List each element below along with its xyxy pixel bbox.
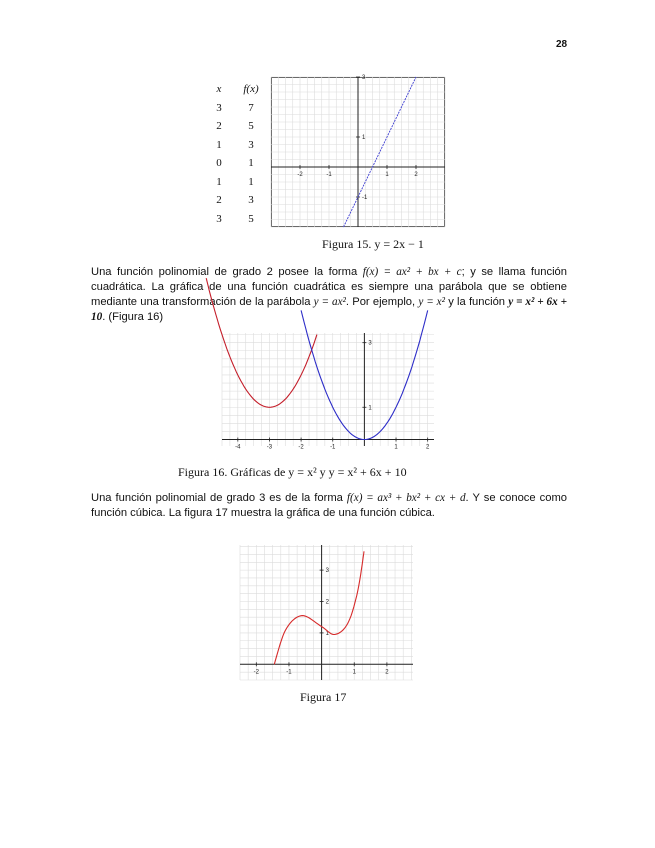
table-row: 2 3 (216, 194, 254, 207)
x-tick-label: -2 (298, 444, 304, 451)
x-tick-label: 1 (352, 669, 356, 676)
paragraph-quadratic: Una función polinomial de grado 2 posee la forma f(x) = ax² + bx + c; y se llama función cuadrática. La gráfica de una función cuadrática es siempre una parábola que se obtiene mediante una transformación de la parábola y = ax². Por ejemplo, y = x² y la función y = x² + 6x + 10. (Figura 16) (91, 266, 567, 323)
y-tick-label: 3 (362, 75, 366, 81)
figure-16-caption: Figura 16. Gráficas de y = x² y y = x² + 6x + 10 (178, 465, 407, 479)
x-tick-label: 1 (394, 444, 398, 451)
x-tick-label: -2 (253, 669, 259, 676)
table-header: x (216, 83, 222, 96)
paragraph-cubic: Una función polinomial de grado 3 es de la forma f(x) = ax³ + bx² + cx + d. Y se conoce como función cúbica. La figura 17 muestra la gráfica de una función cúbica. (91, 492, 567, 519)
y-tick-label: 1 (368, 405, 372, 412)
x-tick-label: -1 (330, 444, 336, 451)
figure-15-caption: Figura 15. y = 2x − 1 (322, 237, 424, 251)
table-row: 3 5 (216, 212, 254, 225)
y-tick-label: 2 (325, 599, 329, 606)
x-tick-label: -2 (297, 172, 303, 178)
figure-17-chart (240, 545, 413, 680)
x-tick-label: -4 (235, 444, 241, 451)
table-row: 3 7 (216, 101, 254, 114)
y-tick-label: 3 (325, 568, 329, 575)
x-tick-label: 2 (385, 669, 389, 676)
x-tick-label: 2 (425, 444, 430, 451)
figure-16-chart (222, 333, 434, 451)
x-tick-label: 1 (385, 172, 389, 178)
table-row: 1 1 (216, 175, 254, 188)
figure-17-caption: Figura 17 (300, 690, 347, 704)
x-tick-label: 2 (414, 172, 418, 178)
table-row: 0 1 (216, 157, 254, 170)
y-tick-label: 3 (368, 340, 372, 347)
table-row: 2 5 (216, 120, 254, 133)
table-row: 1 3 (216, 138, 254, 151)
values-table (203, 80, 267, 228)
table-header: f(x) (243, 83, 259, 96)
y-tick-label: 1 (362, 135, 366, 141)
page-number: 28 (556, 39, 568, 50)
x-tick-label: -1 (326, 172, 332, 178)
y-tick-label: 1 (325, 630, 329, 637)
x-tick-label: -3 (266, 444, 273, 451)
y-tick-label: -1 (362, 195, 368, 201)
figure-15-chart (271, 77, 445, 227)
x-tick-label: -1 (286, 669, 292, 676)
series-line (274, 551, 364, 664)
